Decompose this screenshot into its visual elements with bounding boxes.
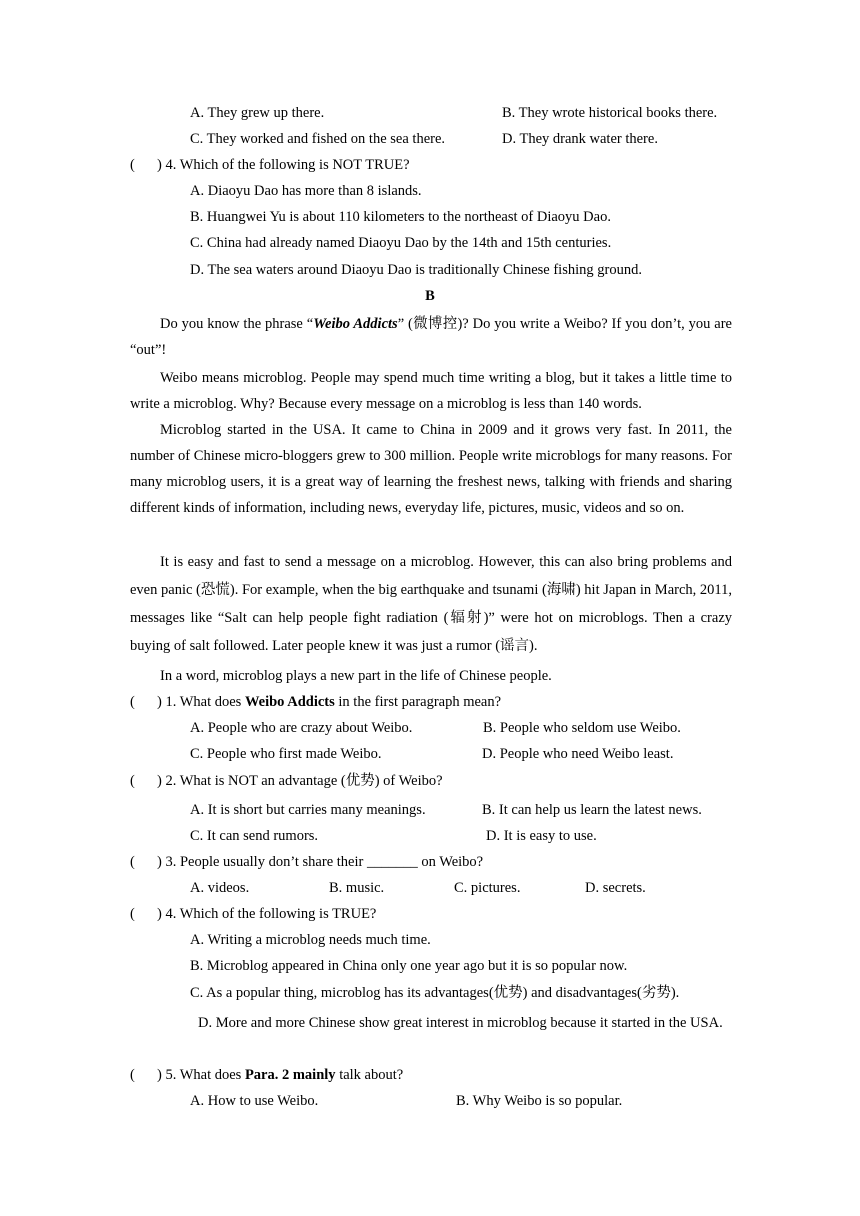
option-d: D. People who need Weibo least. [482, 746, 674, 762]
option-d: D. More and more Chinese show great interest in microblog because it started in the USA. [198, 1015, 723, 1031]
option-c: C. It can send rumors. [190, 828, 319, 844]
question-stem: ) 3. People usually don’t share their _______ on Weibo? [157, 854, 484, 870]
answer-blank[interactable]: ( [130, 694, 135, 710]
question-stem: ) 4. Which of the following is NOT TRUE? [157, 157, 410, 173]
answer-blank[interactable]: ( [130, 854, 135, 870]
answer-blank[interactable]: ( [130, 157, 135, 173]
paragraph-5: In a word, microblog plays a new part in the life of Chinese people. [160, 668, 552, 684]
option-a: A. How to use Weibo. [190, 1093, 319, 1109]
paragraph-1: Do you know the phrase “Weibo Addicts” (微博控)? Do you write a Weibo? If you don’t, you are “out”! [130, 316, 732, 358]
option-c: C. As a popular thing, microblog has its advantages(优势) and disadvantages(劣势). [190, 985, 680, 1001]
option-b: B. People who seldom use Weibo. [483, 720, 681, 736]
question-stem: ) 1. What does Weibo Addicts in the first paragraph mean? [157, 694, 502, 710]
answer-blank[interactable]: ( [130, 1067, 135, 1083]
paragraph-3: Microblog started in the USA. It came to China in 2009 and it grows very fast. In 2011, the number of Chinese micro-bloggers grew to 300 million. People write microblogs for many reasons. For many microblog users, it is a great way of learning the freshest news, talking with friends and sharing different kinds of information, including news, everyday life, pictures, music, videos and so on. [130, 422, 732, 516]
option-a: A. videos. [190, 880, 250, 896]
option-b: B. music. [329, 880, 385, 896]
option-b: B. Microblog appeared in China only one year ago but it is so popular now. [190, 958, 628, 974]
paragraph-2: Weibo means microblog. People may spend much time writing a blog, but it takes a little time to write a microblog. Why? Because every message on a microblog is less than 140 words. [130, 370, 732, 412]
answer-blank[interactable]: ( [130, 906, 135, 922]
section-heading: B [425, 288, 435, 304]
paragraph-4: It is easy and fast to send a message on a microblog. However, this can also bring problems and even panic (恐慌). For example, when the big earthquake and tsunami (海啸) hit Japan in March, 2011, messages like “Salt can help people fight radiation (辐射)” were hot on microblogs. Then a crazy buying of salt followed. Later people knew it was just a rumor (谣言). [130, 554, 732, 654]
question-stem: ) 4. Which of the following is TRUE? [157, 906, 377, 922]
option-d: D. It is easy to use. [486, 828, 597, 844]
option-d: D. The sea waters around Diaoyu Dao is traditionally Chinese fishing ground. [190, 262, 642, 278]
option-a: A. It is short but carries many meanings. [190, 802, 426, 818]
option-b: B. Why Weibo is so popular. [456, 1093, 623, 1109]
option-a: A. People who are crazy about Weibo. [190, 720, 413, 736]
question-stem: ) 5. What does Para. 2 mainly talk about? [157, 1067, 404, 1083]
option-d: D. secrets. [585, 880, 646, 896]
option-c: C. pictures. [454, 880, 521, 896]
answer-blank[interactable]: ( [130, 773, 135, 789]
option-c: C. China had already named Diaoyu Dao by the 14th and 15th centuries. [190, 235, 612, 251]
option-d: D. They drank water there. [502, 131, 658, 147]
option-b: B. They wrote historical books there. [502, 105, 718, 121]
question-stem: ) 2. What is NOT an advantage (优势) of Weibo? [157, 773, 443, 789]
option-a: A. They grew up there. [190, 105, 325, 121]
option-a: A. Diaoyu Dao has more than 8 islands. [190, 183, 422, 199]
option-b: B. Huangwei Yu is about 110 kilometers to the northeast of Diaoyu Dao. [190, 209, 611, 225]
option-c: C. People who first made Weibo. [190, 746, 382, 762]
option-a: A. Writing a microblog needs much time. [190, 932, 431, 948]
option-b: B. It can help us learn the latest news. [482, 802, 702, 818]
option-c: C. They worked and fished on the sea there. [190, 131, 446, 147]
